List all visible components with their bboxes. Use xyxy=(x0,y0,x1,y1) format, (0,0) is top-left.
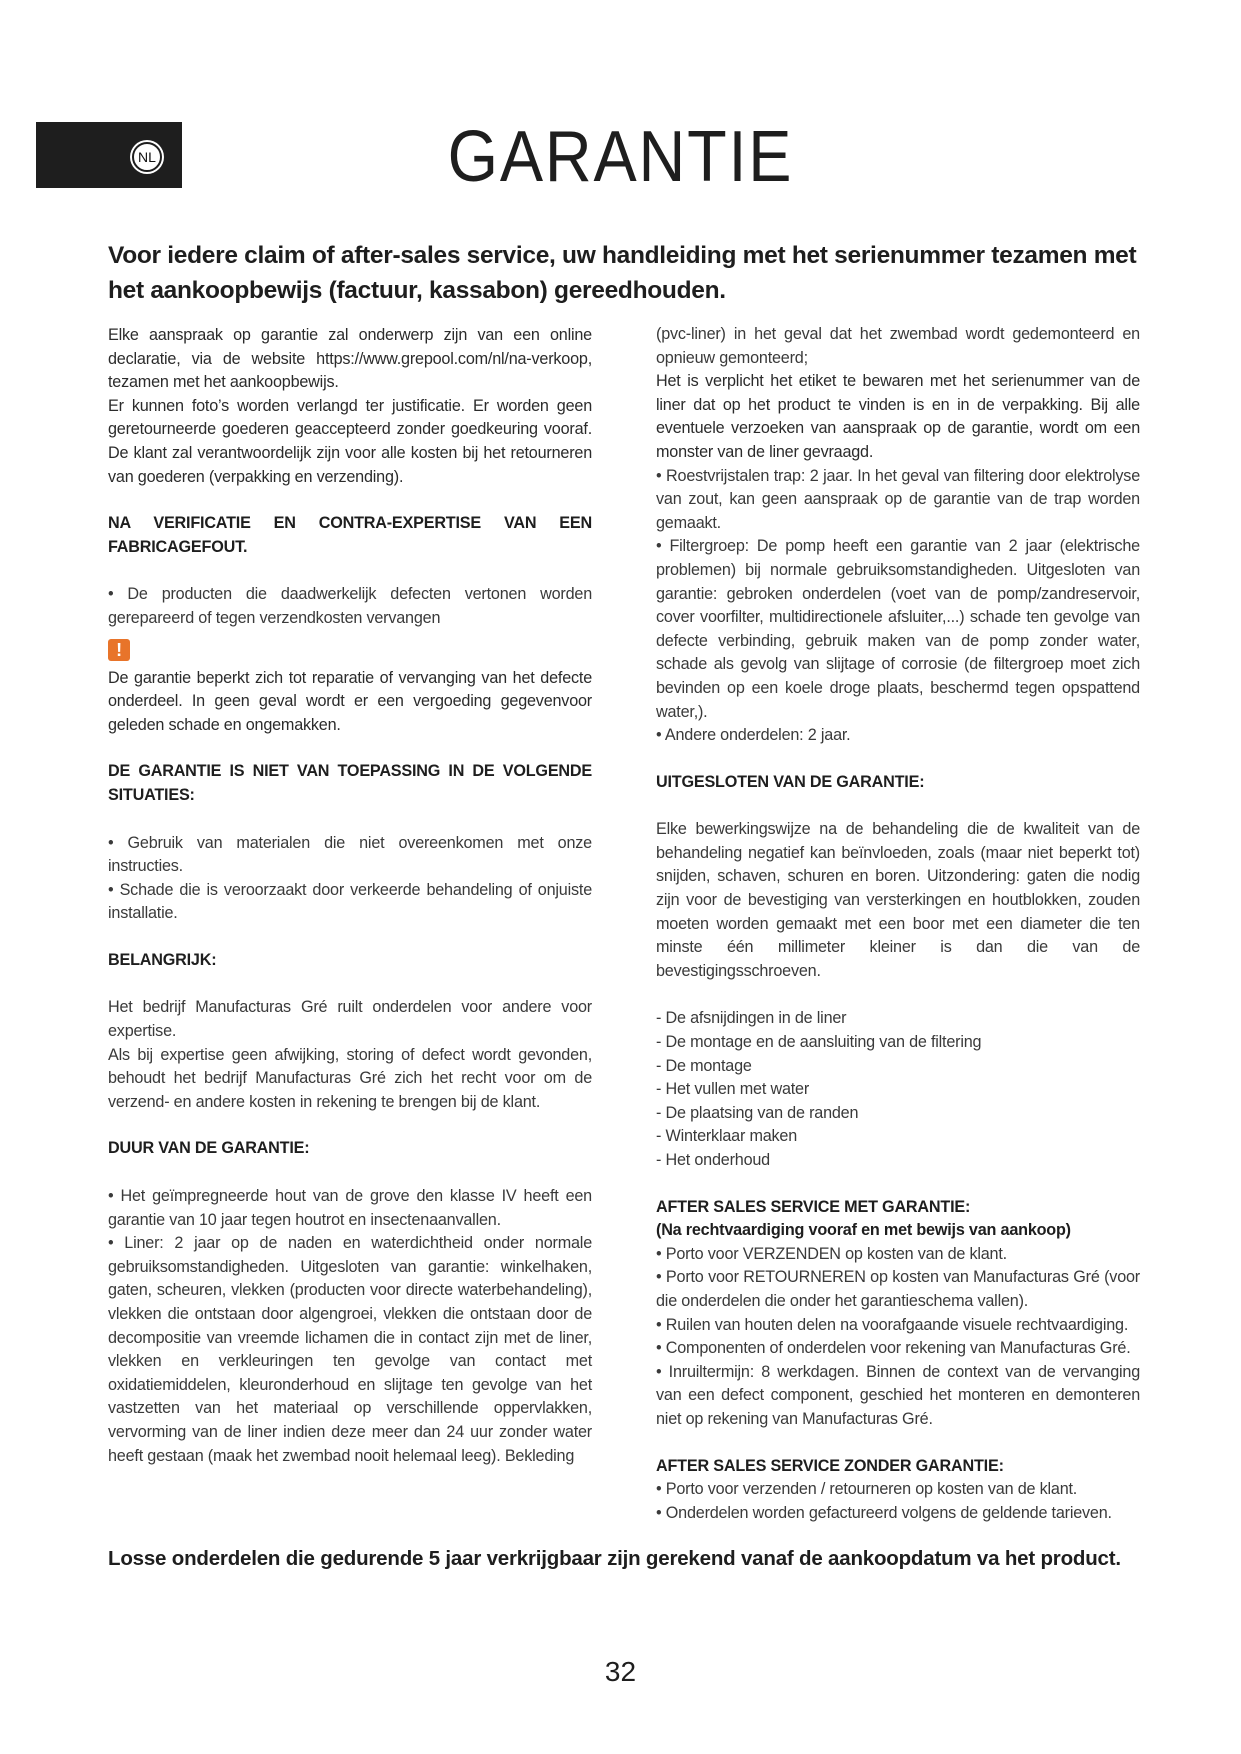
justification-paragraph: Er kunnen foto’s worden verlangd ter justificatie. Er worden geen geretourneerde goederen geaccepteerd zonder goedkeuring vooraf. De klant zal verantwoordelijk zijn voor alle kosten bij het retourneren van goederen (verpakking en verzending). xyxy=(108,396,592,486)
verification-bullet: • De producten die daadwerkelijk defecten vertonen worden gerepareerd of tegen verzendkosten vervangen xyxy=(108,585,592,627)
not-applicable-bullet: • Gebruik van materialen die niet overeenkomen met onze instructies. xyxy=(108,833,592,876)
not-applicable-bullet: • Schade die is veroorzaakt door verkeerde behandeling of onjuiste installatie. xyxy=(108,880,592,923)
important-heading: BELANGRIJK: xyxy=(108,950,217,969)
without-warranty-bullet: • Onderdelen worden gefactureerd volgens de geldende tarieven. xyxy=(656,1503,1112,1522)
label-note: Het is verplicht het etiket te bewaren met het serienummer van de liner dat op het product te vinden is en in de verpakking. Bij alle eventuele verzoeken van aanspraak op de garantie, wordt om een monster van de liner gevraagd. xyxy=(656,372,1140,461)
with-warranty-bullet: • Inruiltermijn: 8 werkdagen. Binnen de context van de vervanging van een defect component, geschied het monteren en demonteren niet op rekening van Manufacturas Gré. xyxy=(656,1362,1140,1428)
with-warranty-subheading: (Na rechtvaardiging vooraf en met bewijs van aankoop) xyxy=(656,1221,1071,1240)
online-declaration-paragraph: Elke aanspraak op garantie zal onderwerp zijn van een online declaratie, via de website https://www.grepool.com/nl/na-verkoop, tezamen met het aankoopbewijs. xyxy=(108,326,592,392)
with-warranty-bullet: • Porto voor RETOURNEREN op kosten van Manufacturas Gré (voor die onderdelen die onder het garantieschema vallen). xyxy=(656,1268,1140,1310)
with-warranty-bullet: • Componenten of onderdelen voor rekening van Manufacturas Gré. xyxy=(656,1339,1131,1358)
not-applicable-heading: DE GARANTIE IS NIET VAN TOEPASSING IN DE VOLGENDE SITUATIES: xyxy=(108,762,592,804)
spare-parts-note: Losse onderdelen die gedurende 5 jaar verkrijgbaar zijn gerekend vanaf de aankoopdatum va het product. xyxy=(108,1547,1121,1570)
list-item: - De montage xyxy=(656,1056,752,1075)
excluded-list xyxy=(656,1007,1140,1172)
right-column xyxy=(656,323,1140,1525)
verification-heading: NA VERIFICATIE EN CONTRA-EXPERTISE VAN EEN FABRICAGEFOUT. xyxy=(108,514,592,556)
with-warranty-bullet: • Ruilen van houten delen na voorafgaande visuele rechtvaardiging. xyxy=(656,1315,1129,1334)
list-item: - De afsnijdingen in de liner xyxy=(656,1009,847,1028)
filter-bullet: • Filtergroep: De pomp heeft een garantie van 2 jaar (elektrische problemen) bij normale gebruiksomstandigheden. Uitgesloten van garantie: gebroken onderdelen (voet van de pomp/zandreservoir, cover voorfilter, multidirectionele afsluiter,...) schade ten gevolge van defecte verbinding, gebruik maken van de pomp zonder water, schade als gevolg van slijtage of corrosie (de filtergroep moet zich bevinden op een koele droge plaats, beschermd tegen opspattend water,). xyxy=(656,537,1140,721)
without-warranty-heading: AFTER SALES SERVICE ZONDER GARANTIE: xyxy=(656,1456,1004,1475)
ladder-bullet: • Roestvrijstalen trap: 2 jaar. In het geval van filtering door elektrolyse van zout, kan geen aanspraak op de garantie van de trap worden gemaakt. xyxy=(656,466,1140,532)
important-paragraph: Het bedrijf Manufacturas Gré ruilt onderdelen voor andere voor expertise. xyxy=(108,998,592,1041)
list-item: - Winterklaar maken xyxy=(656,1127,798,1146)
intro-statement: Voor iedere claim of after-sales service, uw handleiding met het serienummer tezamen met het aankoopbewijs (factuur, kassabon) gereedhouden. xyxy=(108,242,1137,304)
left-column xyxy=(108,324,592,1468)
warning-icon: ! xyxy=(108,639,130,661)
page-number: 32 xyxy=(604,1656,637,1687)
warning-text: De garantie beperkt zich tot reparatie of vervanging van het defecte onderdeel. In geen geval wordt er een vergoeding gegevenvoor geleden schade en ongemakken. xyxy=(108,668,592,734)
without-warranty-bullet: • Porto voor verzenden / retourneren op kosten van de klant. xyxy=(656,1480,1078,1499)
important-paragraph: Als bij expertise geen afwijking, storing of defect wordt gevonden, behoudt het bedrijf Manufacturas Gré zich het recht voor om de verzend- en andere kosten in rekening te brengen bij de klant. xyxy=(108,1045,592,1111)
excluded-heading: UITGESLOTEN VAN DE GARANTIE: xyxy=(656,772,925,791)
liner-continuation: (pvc-liner) in het geval dat het zwembad wordt gedemonteerd en opnieuw gemonteerd; xyxy=(656,325,1140,367)
page-title: GARANTIE xyxy=(447,117,794,197)
list-item: - Het onderhoud xyxy=(656,1151,770,1169)
duration-bullet: • Het geïmpregneerde hout van de grove den klasse IV heeft een garantie van 10 jaar tegen houtrot en insectenaanvallen. xyxy=(108,1187,592,1229)
duration-bullet: • Liner: 2 jaar op de naden en waterdichtheid onder normale gebruiksomstandigheden. Uitgesloten van garantie: winkelhaken, gaten, scheuren, vlekken (producten voor directe waterbehandeling), vlekken die ontstaan door algengroei, vlekken die ontstaan door de decompositie van vreemde lichamen die in contact zijn met de liner, vlekken en verkleuringen ten gevolge van contact met oxidatiemiddelen, kleuronderhoud en slijtage ten gevolge van het vastzetten van het materiaal op verschillende oppervlakken, vervorming van de liner indien deze meer dan 24 uur zonder water heeft gestaan (maak het zwembad nooit helemaal leeg). Bekleding xyxy=(108,1234,592,1465)
with-warranty-bullet: • Porto voor VERZENDEN op kosten van de klant. xyxy=(656,1244,1007,1263)
list-item: - Het vullen met water xyxy=(656,1080,810,1099)
list-item: - De montage en de aansluiting van de filtering xyxy=(656,1033,982,1052)
excluded-paragraph: Elke bewerkingswijze na de behandeling die de kwaliteit van de behandeling negatief kan beïnvloeden, zoals (maar niet beperkt tot) snijden, schaven, schuren en boren. Uitzondering: gaten die nodig zijn voor de bevestiging van versterkingen en houtblokken, zouden moeten worden gemaakt met een boor met een diameter die ten minste één millimeter kleiner is dan die van de bevestigingsschroeven. xyxy=(656,820,1140,980)
list-item: - De plaatsing van de randen xyxy=(656,1103,859,1122)
language-badge: NL xyxy=(132,142,162,172)
other-parts-bullet: • Andere onderdelen: 2 jaar. xyxy=(656,726,851,745)
duration-heading: DUUR VAN DE GARANTIE: xyxy=(108,1139,310,1158)
with-warranty-heading: AFTER SALES SERVICE MET GARANTIE: xyxy=(656,1197,971,1216)
